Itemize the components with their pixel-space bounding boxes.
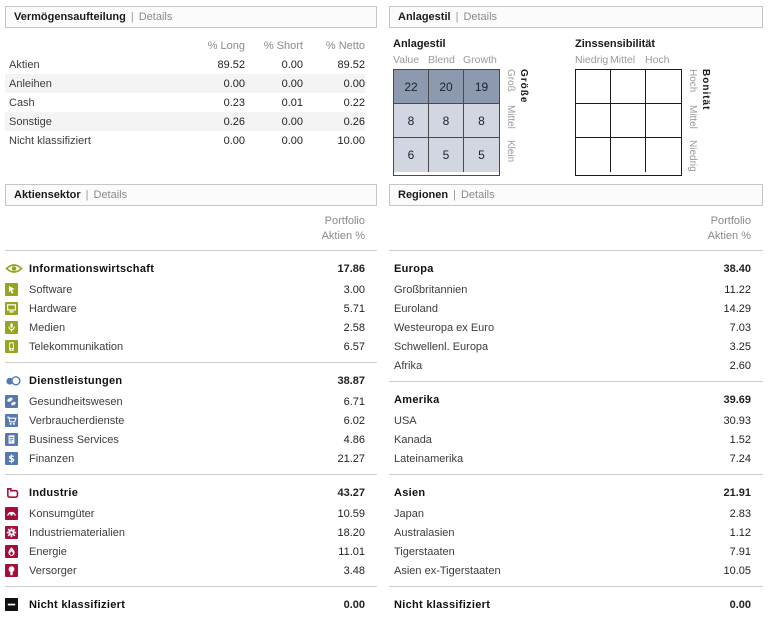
sector-row: Business Services 4.86 (5, 430, 377, 449)
style-cell: 22 (394, 70, 429, 104)
sector-row: Software 3.00 (5, 280, 377, 299)
pills-icon (5, 395, 29, 408)
divider (389, 250, 763, 251)
col-long: % Long (207, 39, 245, 52)
gear-icon (5, 526, 29, 539)
shopping-cart-icon (5, 414, 29, 427)
sector-group-row: Dienstleistungen 38.87 (5, 369, 377, 392)
region-group-row: Asien 21.91 (394, 486, 751, 499)
svg-text:$: $ (8, 454, 15, 465)
table-row: Nicht klassifiziert 0.00 0.00 10.00 (9, 134, 365, 147)
region-row: Lateinamerika 7.24 (394, 452, 751, 465)
style-cell (611, 104, 646, 138)
bond-style-col-labels: Niedrig Mittel Hoch (575, 54, 670, 66)
panel-title: Aktiensektor (14, 189, 81, 201)
sector-row: Verbraucherdienste 6.02 (5, 411, 377, 430)
bond-style-title: Zinssensibilität (575, 38, 656, 50)
divider (5, 474, 377, 475)
left-column (5, 6, 377, 616)
style-cell: 8 (429, 104, 464, 138)
car-icon (5, 507, 29, 520)
regions-column-header: Portfolio Aktien % (707, 215, 751, 242)
col-net: % Netto (325, 39, 365, 52)
bond-style-box (575, 36, 711, 176)
style-cell: 6 (394, 138, 429, 172)
region-row: Großbritannien 11.22 (394, 283, 751, 296)
title-separator: | (85, 189, 89, 201)
equity-style-title: Anlagestil (393, 38, 446, 50)
asset-allocation-details-link[interactable]: Details (138, 11, 173, 23)
phone-icon (5, 340, 29, 353)
style-cell (646, 138, 681, 172)
title-separator: | (130, 11, 134, 23)
panel-title: Regionen (398, 189, 449, 201)
style-details-link[interactable]: Details (463, 11, 498, 23)
asset-allocation-table (5, 36, 377, 150)
divider (389, 381, 763, 382)
microphone-icon (5, 321, 29, 334)
region-row: Australasien 1.12 (394, 526, 751, 539)
style-header (389, 6, 763, 28)
asset-allocation-header (5, 6, 377, 28)
region-row: Tigerstaaten 7.91 (394, 545, 751, 558)
right-column (389, 6, 763, 616)
monitor-icon (5, 302, 29, 315)
sector-group-row: Industrie 43.27 (5, 481, 377, 504)
table-row: Anleihen 0.00 0.00 0.00 (5, 74, 365, 93)
style-cell (646, 104, 681, 138)
sector-row: Energie 11.01 (5, 542, 377, 561)
equity-style-grid (393, 69, 500, 176)
style-cell (611, 70, 646, 104)
region-row: Kanada 1.52 (394, 433, 751, 446)
minus-square-icon (5, 598, 29, 611)
bond-style-row-labels: Hoch Mittel Niedrig (687, 69, 698, 173)
equity-sector-panel (5, 184, 377, 616)
style-cell: 20 (429, 70, 464, 104)
regions-header (389, 184, 763, 206)
equity-style-col-labels: Value Blend Growth (393, 54, 497, 66)
region-row: Asien ex-Tigerstaaten 10.05 (394, 564, 751, 577)
table-row: Cash 0.23 0.01 0.22 (9, 96, 365, 109)
document-icon (5, 433, 29, 446)
region-unclassified-row: Nicht klassifiziert 0.00 (394, 598, 751, 611)
style-cell (576, 104, 611, 138)
region-row: Japan 2.83 (394, 507, 751, 520)
style-cell: 8 (464, 104, 499, 138)
investment-style-panel (389, 6, 763, 184)
table-row: Aktien 89.52 0.00 89.52 (9, 58, 365, 71)
region-row: USA 30.93 (394, 414, 751, 427)
regions-details-link[interactable]: Details (460, 189, 495, 201)
flame-icon (5, 545, 29, 558)
equity-style-row-labels: Groß Mittel Klein (505, 69, 516, 163)
style-cell: 19 (464, 70, 499, 104)
sector-row: Medien 2.58 (5, 318, 377, 337)
bulb-icon (5, 564, 29, 577)
style-cell (576, 70, 611, 104)
equity-style-box (393, 36, 529, 176)
style-cell (646, 70, 681, 104)
style-cell: 5 (464, 138, 499, 172)
region-group-row: Amerika 39.69 (394, 393, 751, 406)
asset-table-header-row (5, 36, 365, 55)
cursor-icon (5, 283, 29, 296)
bond-style-axis-label: Bonität (700, 69, 711, 111)
col-short: % Short (263, 39, 303, 52)
sector-row: Gesundheitswesen 6.71 (5, 392, 377, 411)
title-separator: | (455, 11, 459, 23)
asset-allocation-panel (5, 6, 377, 184)
region-row: Euroland 14.29 (394, 302, 751, 315)
sector-unclassified-row: Nicht klassifiziert 0.00 (5, 593, 377, 616)
factory-icon (5, 486, 29, 500)
eye-icon (5, 263, 29, 274)
sector-details-link[interactable]: Details (93, 189, 128, 201)
sector-column-header: Portfolio Aktien % (321, 215, 365, 242)
divider (389, 474, 763, 475)
regions-panel (389, 184, 763, 616)
panel-title: Anlagestil (398, 11, 451, 23)
region-group-row: Europa 38.40 (394, 262, 751, 275)
sector-group-row: Informationswirtschaft 17.86 (5, 257, 377, 280)
sector-row: Hardware 5.71 (5, 299, 377, 318)
table-row: Sonstige 0.26 0.00 0.26 (5, 112, 365, 131)
sector-row: $ Finanzen 21.27 (5, 449, 377, 468)
region-row: Schwellenl. Europa 3.25 (394, 340, 751, 353)
sector-row: Konsumgüter 10.59 (5, 504, 377, 523)
divider (5, 362, 377, 363)
bond-style-grid (575, 69, 682, 176)
title-separator: | (453, 189, 456, 201)
sector-row: Industriematerialien 18.20 (5, 523, 377, 542)
divider (5, 586, 377, 587)
divider (389, 586, 763, 587)
style-cell (611, 138, 646, 172)
style-cell: 8 (394, 104, 429, 138)
equity-style-axis-label: Größe (518, 69, 529, 104)
style-cell (576, 138, 611, 172)
panel-title: Vermögensaufteilung (14, 11, 126, 23)
sector-row: Versorger 3.48 (5, 561, 377, 580)
equity-sector-header (5, 184, 377, 206)
divider (5, 250, 377, 251)
region-row: Afrika 2.60 (394, 359, 751, 372)
dollar-icon (5, 452, 29, 465)
region-row: Westeuropa ex Euro 7.03 (394, 321, 751, 334)
service-circles-icon (5, 375, 29, 387)
sector-row: Telekommunikation 6.57 (5, 337, 377, 356)
style-cell: 5 (429, 138, 464, 172)
